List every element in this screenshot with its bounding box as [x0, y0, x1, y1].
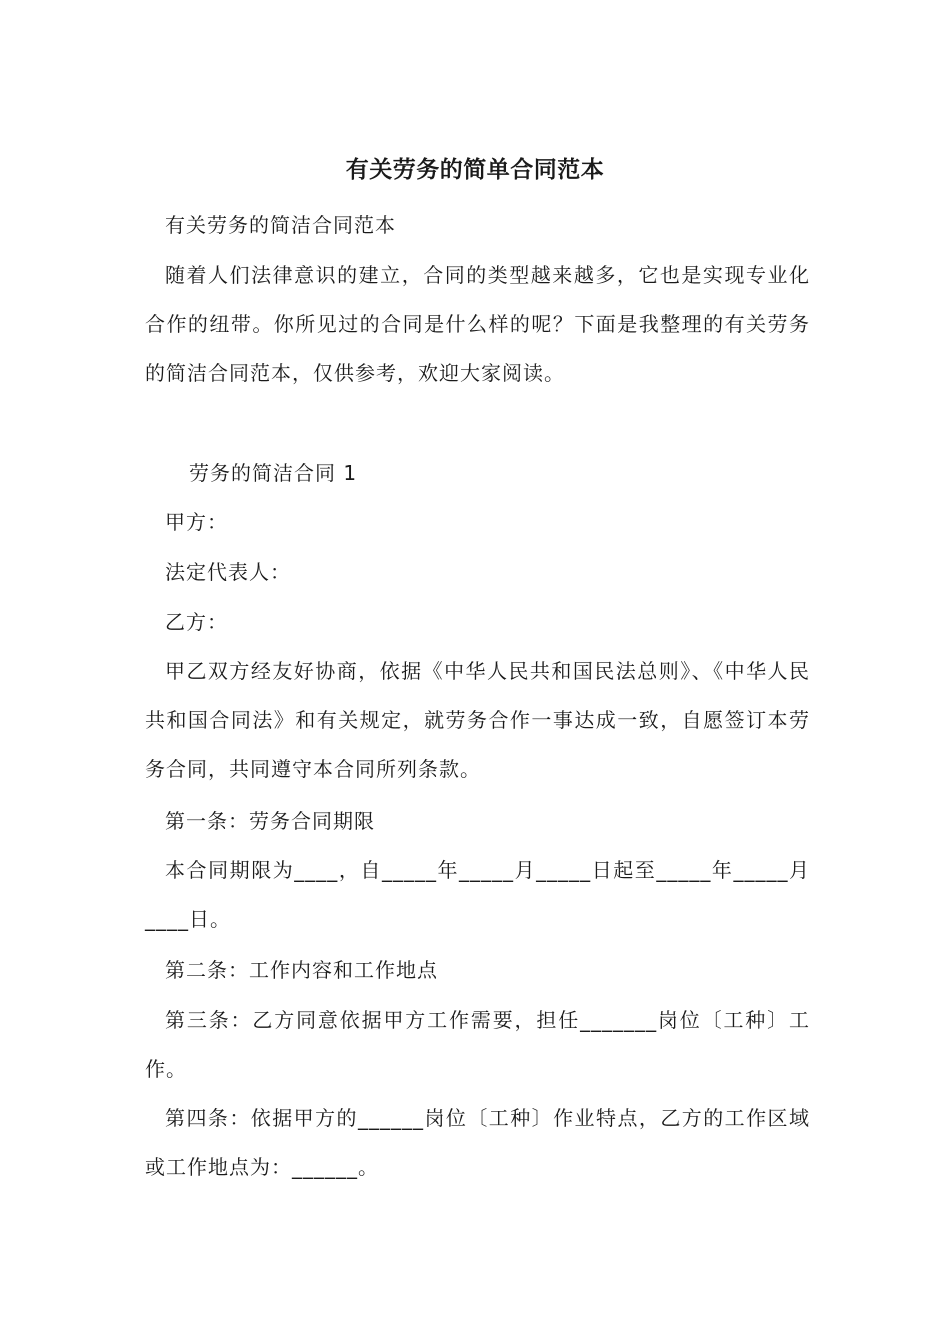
party-a-line: 甲方：	[165, 510, 228, 534]
agreement-paragraph: 甲乙双方经友好协商，依据《中华人民共和国民法总则》、《中华人民共和国合同法》和有关规定，就劳务合作一事达成一致，自愿签订本劳务合同，共同遵守本合同所列条款。	[145, 659, 810, 781]
subtitle-paragraph: 有关劳务的简洁合同范本	[165, 213, 396, 237]
article-4-paragraph: 第四条：依据甲方的______岗位〔工种〕作业特点，乙方的工作区域或工作地点为：______。	[145, 1106, 810, 1179]
contract-term-paragraph: 本合同期限为____，自_____年_____月_____日起至_____年_____月____日。	[145, 858, 810, 931]
document-title: 有关劳务的简单合同范本	[345, 157, 605, 183]
article-2-heading: 第二条：工作内容和工作地点	[165, 958, 438, 982]
party-b-line: 乙方：	[165, 610, 228, 634]
article-1-heading: 第一条：劳务合同期限	[165, 809, 375, 833]
intro-paragraph: 随着人们法律意识的建立，合同的类型越来越多，它也是实现专业化合作的纽带。你所见过的合同是什么样的呢？下面是我整理的有关劳务的简洁合同范本，仅供参考，欢迎大家阅读。	[145, 263, 810, 385]
contract-heading: 劳务的简洁合同 1	[189, 461, 358, 485]
legal-representative-line: 法定代表人：	[165, 560, 291, 584]
article-3-paragraph: 第三条：乙方同意依据甲方工作需要，担任_______岗位〔工种〕工作。	[145, 1008, 810, 1081]
